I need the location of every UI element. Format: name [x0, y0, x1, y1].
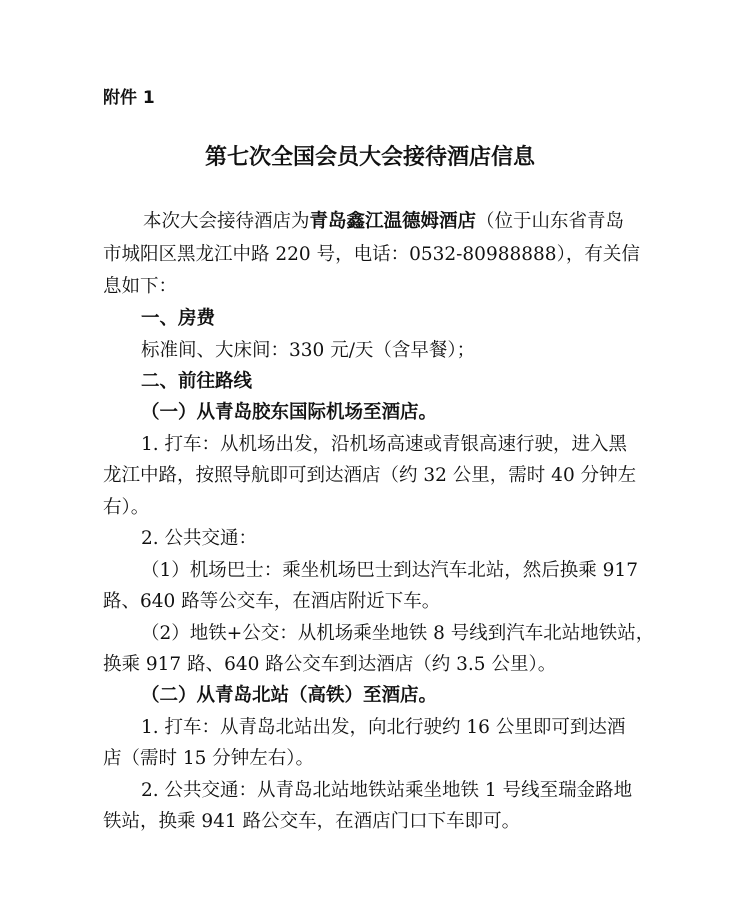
airport-bus-line-1: （1）机场巴士：乘坐机场巴士到达汽车北站，然后换乘 917 — [141, 560, 638, 581]
airport-taxi-line-3: 右）。 — [103, 497, 150, 518]
airport-metro-line-2: 换乘 917 路、640 路公交车到达酒店（约 3.5 公里）。 — [103, 654, 557, 675]
hotel-name: 青岛鑫江温德姆酒店 — [309, 211, 477, 232]
station-taxi-line-1: 1. 打车：从青岛北站出发，向北行驶约 16 公里即可到达酒 — [141, 717, 626, 738]
station-public-line-2: 铁站，换乘 941 路公交车，在酒店门口下车即可。 — [103, 811, 521, 832]
airport-public-heading: 2. 公共交通： — [141, 528, 258, 549]
section-heading-room-fee: 一、房费 — [141, 308, 216, 329]
intro-suffix: （位于山东省青岛 — [476, 211, 625, 232]
station-taxi-line-2: 店（需时 15 分钟左右）。 — [103, 748, 315, 769]
airport-metro-line-1: （2）地铁+公交：从机场乘坐地铁 8 号线到汽车北站地铁站， — [141, 623, 655, 644]
airport-taxi-line-2: 龙江中路，按照导航即可到达酒店（约 32 公里，需时 40 分钟左 — [103, 465, 637, 486]
subsection-heading-north-station: （二）从青岛北站（高铁）至酒店。 — [141, 685, 438, 706]
room-fee-line: 标准间、大床间：330 元/天（含早餐）； — [141, 340, 476, 361]
intro-line-3: 息如下： — [103, 276, 178, 297]
section-heading-routes: 二、前往路线 — [141, 371, 253, 392]
subsection-heading-airport: （一）从青岛胶东国际机场至酒店。 — [141, 402, 438, 423]
airport-bus-line-2: 路、640 路等公交车，在酒店附近下车。 — [103, 591, 441, 612]
intro-line-1 — [143, 210, 624, 234]
intro-prefix: 本次大会接待酒店为 — [143, 211, 310, 232]
page-title: 第七次全国会员大会接待酒店信息 — [204, 145, 535, 170]
airport-taxi-line-1: 1. 打车：从机场出发，沿机场高速或青银高速行驶，进入黑 — [141, 434, 628, 455]
intro-line-2: 市城阳区黑龙江中路 220 号，电话：0532-80988888），有关信 — [103, 244, 640, 265]
attachment-label: 附件 1 — [103, 88, 155, 108]
station-public-line-1: 2. 公共交通：从青岛北站地铁站乘坐地铁 1 号线至瑞金路地 — [141, 780, 633, 801]
